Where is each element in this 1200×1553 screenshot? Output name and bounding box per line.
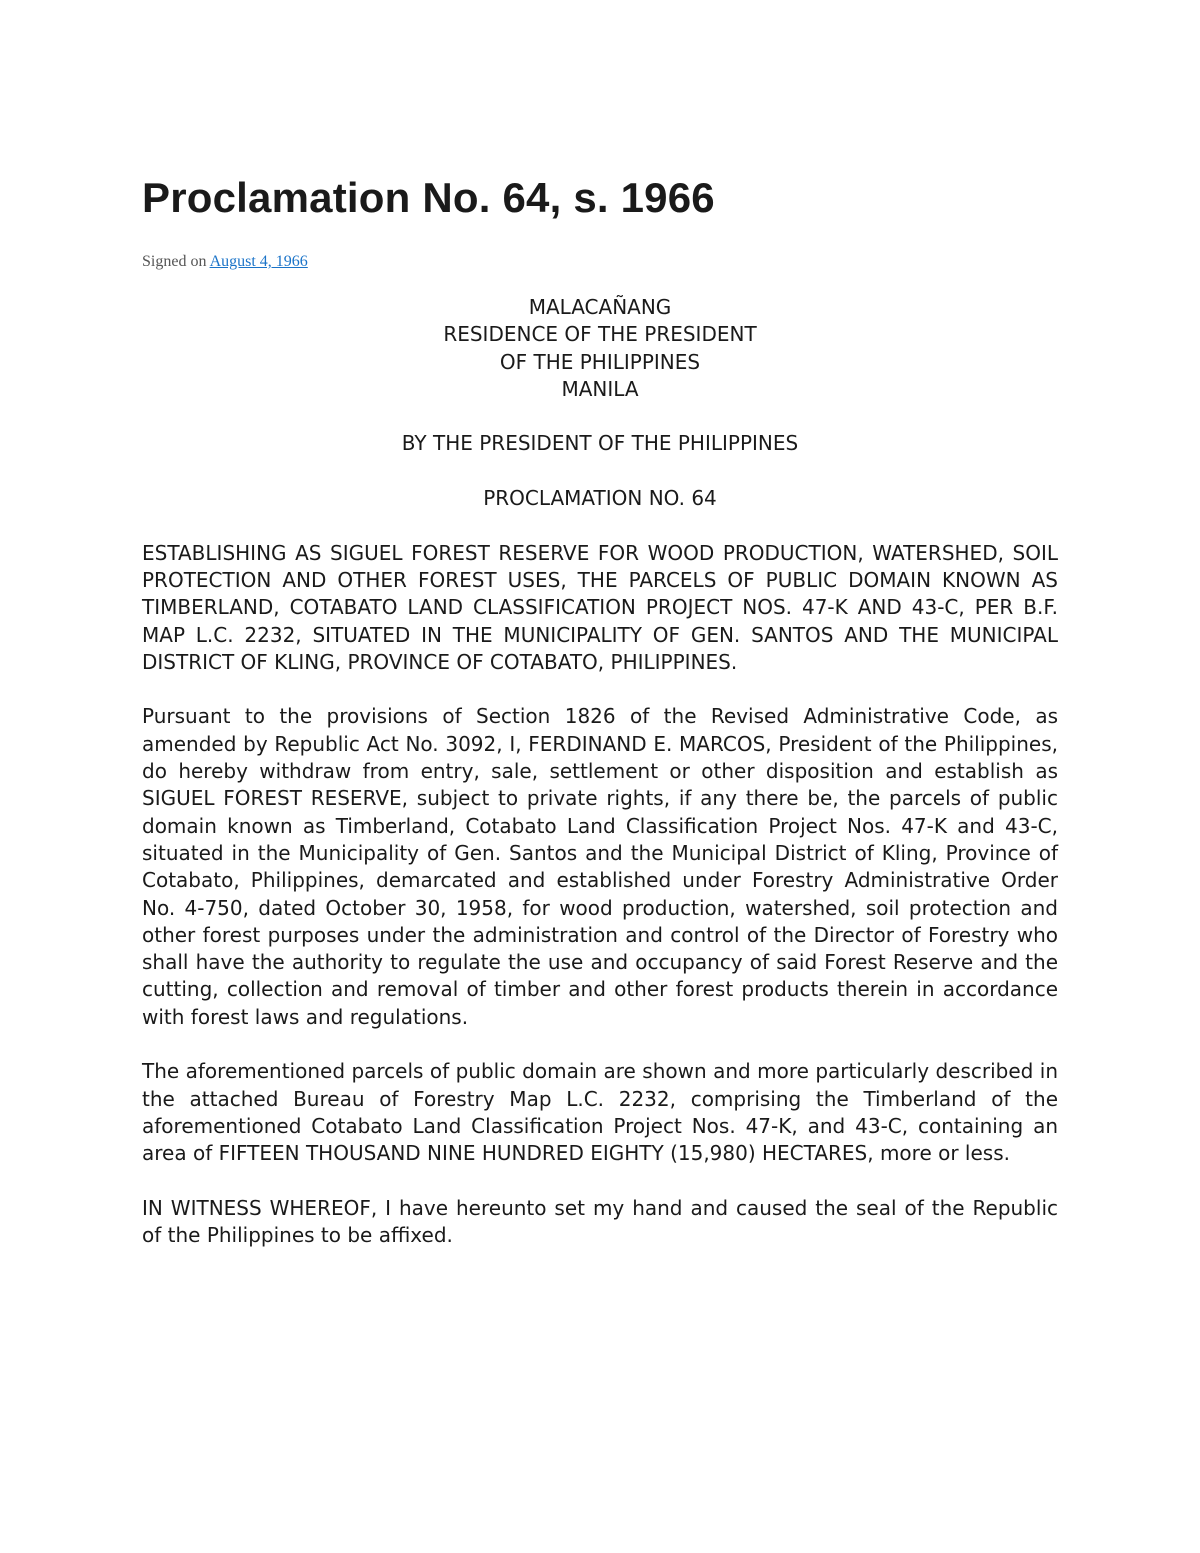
signed-line <box>142 252 1058 272</box>
letterhead-line-1: MALACAÑANG <box>528 295 672 319</box>
letterhead <box>142 294 1058 1249</box>
body-paragraph-2: The aforementioned parcels of public domain are shown and more particularly described in the attached Bureau of Forestry Map L.C. 2232, comprising the Timberland of the aforementioned Cotabato Land Classification Project Nos. 47-K, and 43-C, containing an area of FIFTEEN THOUSAND NINE HUNDRED EIGHTY (15,980) HECTARES, more or less. <box>142 1059 1058 1166</box>
by-line: BY THE PRESIDENT OF THE PHILIPPINES <box>401 431 799 456</box>
letterhead-line-3: OF THE PHILIPPINES <box>499 349 701 374</box>
proclamation-number: PROCLAMATION NO. 64 <box>483 486 717 511</box>
signed-date-link[interactable]: August 4, 1966 <box>209 253 308 270</box>
letterhead-line-2: RESIDENCE OF THE PRESIDENT <box>443 322 757 347</box>
subject-paragraph: ESTABLISHING AS SIGUEL FOREST RESERVE FOR WOOD PRODUCTION, WATERSHED, SOIL PROTECTION AND OTHER FOREST USES, THE PARCELS OF PUBLIC DOMAIN KNOWN AS TIMBERLAND, COTABATO LAND CLASSIFICATION PROJECT NOS. 47-K AND 43-C, PER B.F. MAP L.C. 2232, SITUATED IN THE MUNICIPALITY OF GEN. SANTOS AND THE MUNICIPAL DISTRICT OF KLING, PROVINCE OF COTABATO, PHILIPPINES. <box>142 540 1058 674</box>
body-paragraph-1: Pursuant to the provisions of Section 1826 of the Revised Administrative Code, as amended by Republic Act No. 3092, I, FERDINAND E. MARCOS, President of the Philippines, do hereby withdraw from entry, sale, settlement or other disposition and establish as SIGUEL FOREST RESERVE, subject to private rights, if any there be, the parcels of public domain known as Timberland, Cotabato Land Classification Project Nos. 47-K and 43-C, situated in the Municipality of Gen. Santos and the Municipal District of Kling, Province of Cotabato, Philippines, demarcated and established under Forestry Administrative Order No. 4-750, dated October 30, 1958, for wood production, watershed, soil protection and other forest purposes under the administration and control of the Director of Forestry who shall have the authority to regulate the use and occupancy of said Forest Reserve and the cutting, collection and removal of timber and other forest products therein in accordance with forest laws and regulations. <box>142 704 1058 1029</box>
document-page <box>142 168 1058 1249</box>
body-paragraph-3: IN WITNESS WHEREOF, I have hereunto set my hand and caused the seal of the Republic of the Philippines to be affixed. <box>142 1195 1058 1248</box>
signed-prefix: Signed on <box>142 253 210 270</box>
page-title: Proclamation No. 64, s. 1966 <box>142 174 715 221</box>
letterhead-line-4: MANILA <box>561 376 639 401</box>
